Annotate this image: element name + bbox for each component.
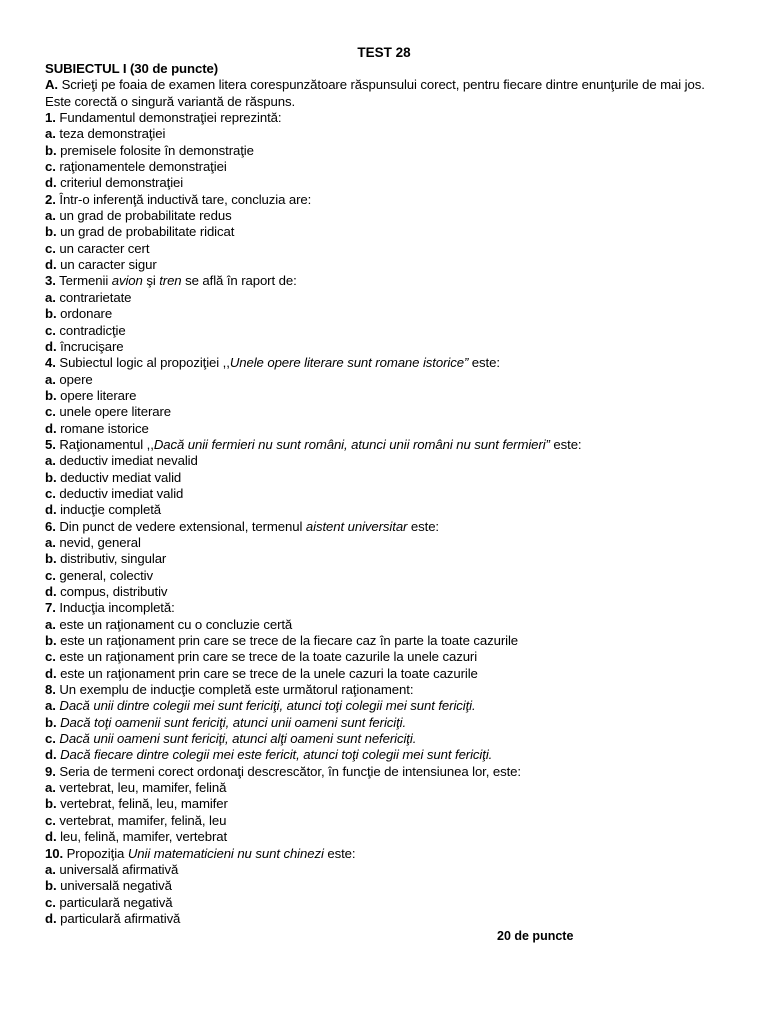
points-total: 20 de puncte [497,929,574,943]
option-label: d. [45,338,57,354]
answer-option [45,257,757,273]
answer-option [45,715,757,731]
answer-option [45,388,757,404]
italic-term: avion [111,273,143,289]
instruction-letter: A. [45,77,58,93]
answer-option [45,241,757,257]
option-text: universală afirmativă [55,861,179,877]
option-label: a. [45,289,56,305]
option-text: este un raţionament prin care se trece de la toate cazurile la unele cazuri [55,649,478,665]
test-title: TEST 28 [357,45,411,60]
instruction-text: Scrieţi pe foaia de examen litera corespunzătoare răspunsului corect, pentru fiecare dintre enunţurile de mai jos. [58,77,705,93]
answer-option [45,911,757,927]
option-label: a. [45,861,56,877]
answer-option [45,780,757,796]
option-label: a. [45,371,56,387]
question-stem [45,600,757,616]
stem-text: este: [549,436,582,452]
option-text: ordonare [56,306,113,322]
option-label: a. [45,698,56,714]
option-text: un grad de probabilitate ridicat [56,224,235,240]
option-label: d. [45,175,57,191]
question-number: 2. [45,191,56,207]
option-text: inducţie completă [56,502,162,518]
answer-option [45,159,757,175]
option-label: a. [45,208,56,224]
option-text: vertebrat, leu, mamifer, felină [55,780,227,796]
option-label: b. [45,551,57,567]
answer-option [45,568,757,584]
option-text: vertebrat, mamifer, felină, leu [55,812,227,828]
answer-option [45,486,757,502]
option-label: b. [45,387,57,403]
option-text: deductiv mediat valid [56,469,182,485]
option-text: vertebrat, felină, leu, mamifer [56,796,228,812]
question-stem [45,519,757,535]
answer-option [45,633,757,649]
question-number: 6. [45,518,56,534]
option-label: c. [45,322,56,338]
option-label: c. [45,894,56,910]
option-text: universală negativă [56,878,172,894]
instruction-line-1 [45,77,757,93]
answer-option [45,502,757,518]
exam-content [45,61,757,927]
option-text: leu, felină, mamifer, vertebrat [56,829,228,845]
answer-option [45,731,757,747]
question-stem [45,437,757,453]
answer-option [45,813,757,829]
stem-text: Subiectul logic al propoziţiei ,, [55,355,230,371]
option-text: deductiv imediat nevalid [55,453,198,469]
instruction-line-2: Este corectă o singură variantă de răspuns. [45,93,296,109]
answer-option [45,617,757,633]
answer-option [45,126,757,142]
italic-term: Unele opere literare sunt romane istorice” [229,355,469,371]
answer-option [45,208,757,224]
question-stem [45,355,757,371]
question-stem [45,273,757,289]
stem-text: Raţionamentul ,, [55,436,154,452]
stem-text: este: [323,845,356,861]
option-label: d. [45,747,57,763]
answer-option [45,470,757,486]
question-number: 1. [45,110,56,126]
option-label: c. [45,485,56,501]
answer-option [45,453,757,469]
option-text: încrucişare [56,338,124,354]
stem-text: Într-o inferenţă inductivă tare, concluzia are: [55,191,312,207]
option-text: particulară negativă [55,894,173,910]
italic-option-text: Dacă fiecare dintre colegii mei este fericit, atunci toţi colegii mei sunt fericiţi. [60,747,493,763]
option-label: b. [45,796,57,812]
answer-option [45,421,757,437]
question-stem [45,192,757,208]
italic-option-text: Dacă unii dintre colegii mei sunt fericiţi, atunci toţi colegii mei sunt fericiţi. [59,698,476,714]
option-label: a. [45,534,56,550]
answer-option [45,290,757,306]
answer-option [45,666,757,682]
stem-text: Din punct de vedere extensional, termenul [55,518,306,534]
question-stem [45,764,757,780]
stem-text: Termenii [55,273,112,289]
option-text: contradicţie [55,322,126,338]
option-label: d. [45,910,57,926]
answer-option [45,747,757,763]
option-label: a. [45,780,56,796]
option-label: c. [45,404,56,420]
option-text: opere literare [56,387,137,403]
answer-option [45,323,757,339]
answer-option [45,584,757,600]
answer-option [45,143,757,159]
option-text: general, colectiv [55,567,153,583]
stem-text: Inducţia incompletă: [55,600,175,616]
question-number: 7. [45,600,56,616]
question-list [45,110,757,927]
option-label: d. [45,257,57,273]
option-text: romane istorice [56,420,149,436]
question-number: 10. [45,845,64,861]
option-text: este un raţionament prin care se trece de la unele cazuri la toate cazurile [56,665,478,681]
option-text: un caracter cert [55,240,150,256]
option-text: teza demonstraţiei [55,126,166,142]
answer-option [45,862,757,878]
option-text: deductiv imediat valid [55,485,184,501]
question-number: 5. [45,436,56,452]
answer-option [45,372,757,388]
italic-option-text: Dacă unii oameni sunt fericiţi, atunci alţi oameni sunt nefericiţi. [59,731,417,747]
question-number: 3. [45,273,56,289]
italic-term: Dacă unii fermieri nu sunt români, atunci unii români nu sunt fermieri” [153,436,550,452]
option-label: d. [45,584,57,599]
option-text: raţionamentele demonstraţiei [55,159,227,175]
question-number: 8. [45,682,56,698]
option-text: opere [55,371,93,387]
answer-option [45,649,757,665]
option-label: b. [45,469,57,485]
stem-text: şi [142,273,160,289]
option-text: nevid, general [55,534,141,550]
answer-option [45,551,757,567]
option-text: este un raţionament cu o concluzie certă [55,616,293,632]
option-text: un caracter sigur [56,257,157,273]
stem-text: este: [468,355,500,371]
answer-option [45,878,757,894]
option-label: a. [45,453,56,469]
stem-text: se află în raport de: [181,273,297,289]
option-label: b. [45,142,57,158]
italic-term: tren [159,273,182,289]
question-number: 9. [45,763,56,779]
answer-option [45,698,757,714]
stem-text: este: [407,518,439,534]
option-label: b. [45,633,57,649]
option-text: este un raţionament prin care se trece de la fiecare caz în parte la toate cazurile [56,633,519,649]
answer-option [45,535,757,551]
option-label: c. [45,731,56,747]
option-label: d. [45,420,57,436]
answer-option [45,895,757,911]
option-label: d. [45,502,57,518]
option-label: a. [45,616,56,632]
answer-option [45,175,757,191]
option-label: b. [45,224,57,240]
italic-term: aistent universitar [305,518,408,534]
option-label: c. [45,567,56,583]
option-label: b. [45,878,57,894]
option-text: compus, distributiv [56,584,168,599]
question-stem [45,846,757,862]
option-label: c. [45,812,56,828]
option-text: particulară afirmativă [56,910,181,926]
stem-text: Propoziţia [63,845,128,861]
option-text: unele opere literare [55,404,172,420]
option-text: contrarietate [55,289,132,305]
instruction [45,77,757,110]
stem-text: Fundamentul demonstraţiei reprezintă: [55,110,282,126]
option-label: c. [45,649,56,665]
question-stem [45,682,757,698]
italic-term: Unii matematicieni nu sunt chinezi [127,845,324,861]
option-label: d. [45,665,57,681]
answer-option [45,306,757,322]
option-text: un grad de probabilitate redus [55,208,232,224]
option-label: c. [45,240,56,256]
answer-option [45,339,757,355]
option-text: premisele folosite în demonstraţie [56,142,254,158]
question-stem [45,110,757,126]
answer-option [45,829,757,845]
question-number: 4. [45,355,56,371]
option-label: d. [45,829,57,845]
section-header: SUBIECTUL I (30 de puncte) [45,61,219,76]
option-label: a. [45,126,56,142]
stem-text: Seria de termeni corect ordonaţi descrescător, în funcţie de intensiunea lor, este: [55,763,521,779]
answer-option [45,404,757,420]
answer-option [45,796,757,812]
option-text: distributiv, singular [56,551,167,567]
option-label: b. [45,306,57,322]
option-label: c. [45,159,56,175]
option-label: b. [45,714,57,730]
stem-text: Un exemplu de inducţie completă este următorul raţionament: [55,682,414,698]
answer-option [45,224,757,240]
option-text: criteriul demonstraţiei [56,175,184,191]
italic-option-text: Dacă toţi oamenii sunt fericiţi, atunci unii oameni sunt fericiţi. [60,714,407,730]
